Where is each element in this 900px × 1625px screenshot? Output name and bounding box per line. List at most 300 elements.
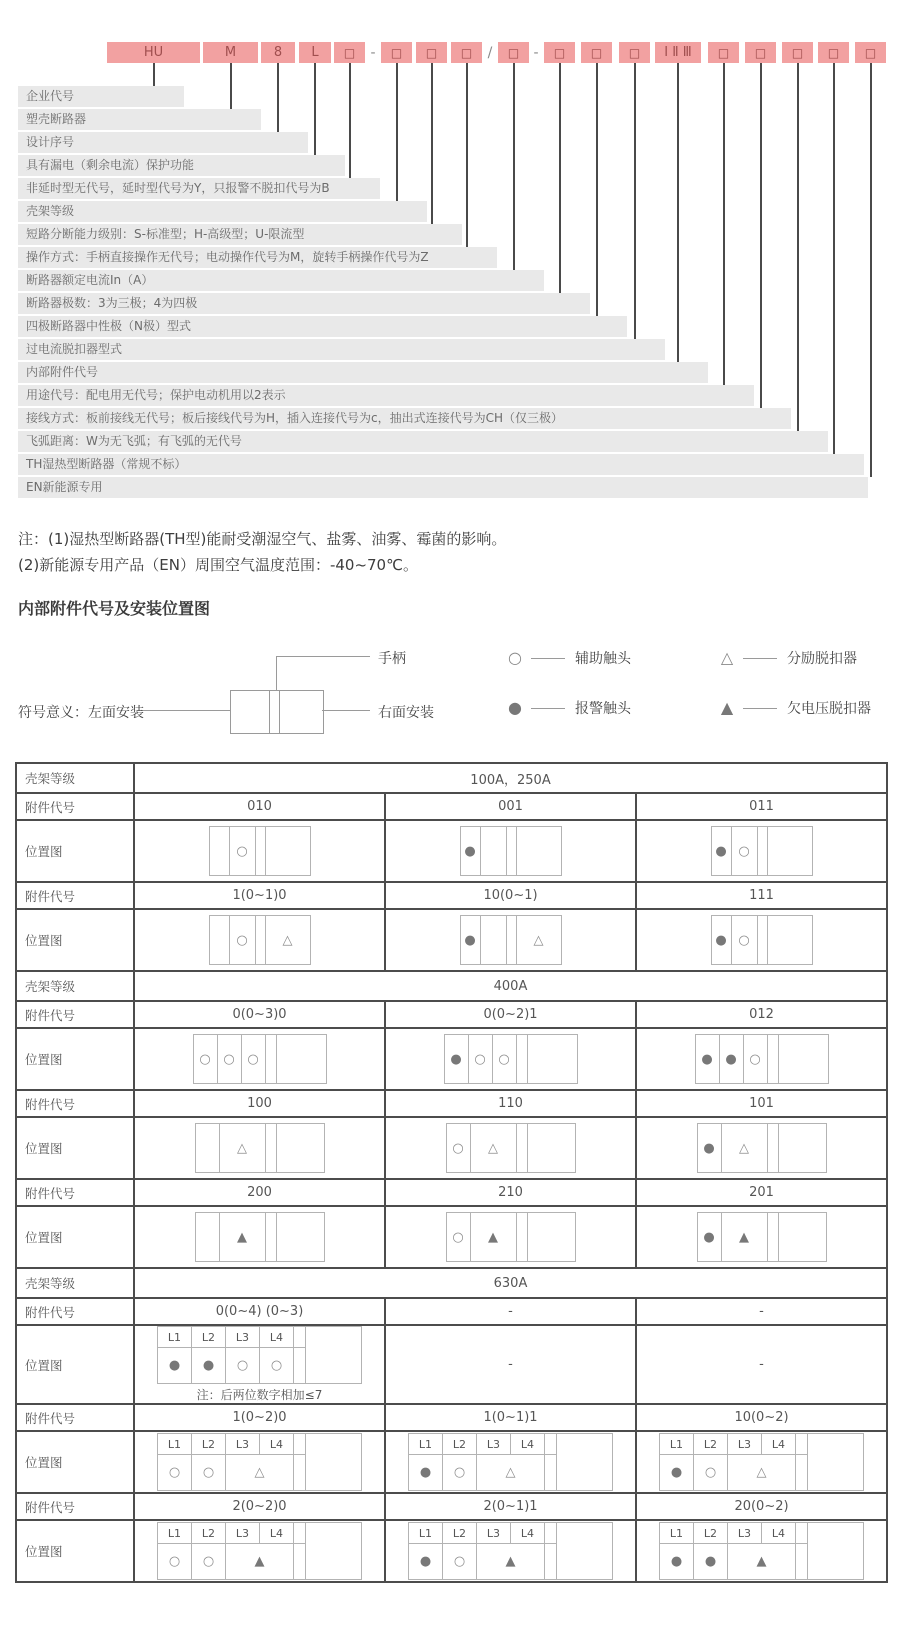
- pole-header: L3: [226, 1327, 260, 1347]
- position-diagram: [460, 826, 562, 876]
- aux-contact-icon: ○: [270, 1358, 283, 1373]
- shunt-release-icon: △: [237, 1140, 247, 1156]
- aux-contact-icon: ○: [168, 1465, 181, 1480]
- diagram-cell: [698, 1124, 722, 1172]
- pole-header: L2: [694, 1434, 728, 1454]
- diagram-cell: [507, 827, 517, 875]
- shunt-release-icon: △: [254, 1465, 265, 1480]
- legend-dash-line: [743, 708, 777, 709]
- diagram-cell: [194, 1035, 218, 1083]
- position-diagram-cell: [385, 909, 636, 971]
- empty-cell-dash: -: [759, 1357, 764, 1372]
- position-diagram-label: 位置图: [16, 1520, 134, 1582]
- table-row: [16, 971, 887, 1001]
- diagram-cell: [230, 916, 256, 964]
- diagram-cell: [260, 1348, 294, 1383]
- position-diagram: [195, 1212, 325, 1262]
- accessory-code-value: 100: [134, 1090, 385, 1117]
- accessory-code-value: -: [636, 1298, 887, 1325]
- legend-item: [717, 648, 900, 668]
- diagram-cell: [481, 916, 507, 964]
- model-code-label: 具有漏电（剩余电流）保护功能: [18, 155, 345, 176]
- breaker-sketch-divider: [269, 691, 270, 733]
- connector-line: [466, 63, 468, 247]
- model-code-label: 断路器极数：3为三极；4为四极: [18, 293, 590, 314]
- alarm-contact-icon: ●: [715, 932, 727, 948]
- table-row: [16, 1117, 887, 1179]
- diagram-cell: [758, 916, 768, 964]
- accessory-code-value: 1(0~1)0: [134, 882, 385, 909]
- diagram-cell: [461, 916, 481, 964]
- aux-contact-icon: ○: [453, 1465, 466, 1480]
- diagram-cell: [192, 1455, 226, 1490]
- position-diagram: [135, 1326, 384, 1403]
- position-diagram-cell: [134, 1206, 385, 1268]
- connector-line: [349, 63, 351, 178]
- diagram-note: 注：后两位数字相加≤7: [196, 1388, 323, 1402]
- position-diagram-label: 位置图: [16, 1117, 134, 1179]
- diagram-cell: [528, 1124, 575, 1172]
- model-code-box: □: [855, 42, 886, 63]
- diagram-cell: [768, 916, 812, 964]
- aux-contact-icon: ○: [236, 932, 248, 948]
- position-diagram-cell: [134, 1431, 385, 1493]
- connector-line: [513, 63, 515, 270]
- accessory-code-value: 0(0~2)1: [385, 1001, 636, 1028]
- connector-line: [797, 63, 799, 431]
- alarm-contact-icon: ●: [464, 843, 476, 859]
- position-diagram-cell: [636, 1431, 887, 1493]
- model-code-box: 8: [261, 42, 295, 63]
- diagram-cell: [266, 827, 310, 875]
- model-code-label: 接线方式：板前接线无代号；板后接线代号为H，插入连接代号为c，抽出式连接代号为CH（仅三极）: [18, 408, 791, 429]
- pole-header: L1: [158, 1327, 192, 1347]
- legend-dash-line: [531, 708, 565, 709]
- pole-header: L1: [409, 1523, 443, 1543]
- handle-leader-line-vertical: [276, 656, 277, 690]
- diagram-cell: [808, 1523, 863, 1579]
- alarm-contact-icon: ●: [725, 1051, 737, 1067]
- frame-grade-value: 400A: [134, 971, 887, 1001]
- diagram-cell: [447, 1124, 471, 1172]
- accessory-code-label: 附件代号: [16, 882, 134, 909]
- accessory-code-value: 101: [636, 1090, 887, 1117]
- table-row: [16, 1090, 887, 1117]
- connector-line: [760, 63, 762, 408]
- aux-contact-icon: ○: [202, 1465, 215, 1480]
- undervoltage-release-icon: ▲: [756, 1554, 767, 1569]
- aux-contact-icon: ○: [498, 1051, 510, 1067]
- diagram-cell: [409, 1544, 443, 1579]
- position-diagram: [637, 1433, 886, 1491]
- symbol-legend-zone: [0, 628, 900, 740]
- pole-header: L1: [660, 1434, 694, 1454]
- aux-contact-icon: ○: [738, 932, 750, 948]
- diagram-cell: [545, 1455, 557, 1490]
- diagram-cell: [218, 1035, 242, 1083]
- legend-label: 欠电压脱扣器: [787, 701, 871, 717]
- position-diagram: [193, 1034, 327, 1084]
- aux-contact-icon: ○: [236, 843, 248, 859]
- position-diagram-cell: [385, 1431, 636, 1493]
- position-diagram-cell: [385, 1520, 636, 1582]
- aux-contact-icon: ○: [453, 1554, 466, 1569]
- alarm-contact-icon: ●: [202, 1358, 215, 1373]
- position-diagram-label: 位置图: [16, 820, 134, 882]
- diagram-cell: [557, 1434, 612, 1490]
- note-line-2: (2)新能源专用产品（EN）周围空气温度范围：-40~70℃。: [18, 556, 418, 574]
- diagram-cell: [306, 1327, 361, 1383]
- model-code-box: M: [203, 42, 258, 63]
- position-diagram-cell: [134, 909, 385, 971]
- position-diagram-cell: [385, 1028, 636, 1090]
- accessory-code-value: 10(0~2): [636, 1404, 887, 1431]
- frame-grade-label: 壳架等级: [16, 1268, 134, 1298]
- pole-header: L4: [762, 1434, 796, 1454]
- table-row: [16, 1028, 887, 1090]
- pole-header: L4: [260, 1327, 294, 1347]
- diagram-cell: [779, 1213, 826, 1261]
- position-diagram-cell: [636, 909, 887, 971]
- accessory-code-value: 011: [636, 793, 887, 820]
- diagram-cell: [469, 1035, 493, 1083]
- connector-line: [396, 63, 398, 201]
- table-row: [16, 1325, 887, 1404]
- table-row: [16, 1493, 887, 1520]
- diagram-cell: [277, 1124, 324, 1172]
- model-code-label: TH湿热型断路器（常规不标）: [18, 454, 864, 475]
- diagram-cell: [507, 916, 517, 964]
- undervoltage-release-icon: ▲: [505, 1554, 516, 1569]
- note-line-1: 注：(1)湿热型断路器(TH型)能耐受潮湿空气、盐雾、油雾、霉菌的影响。: [18, 530, 507, 548]
- notes-block: [18, 526, 506, 578]
- model-code-box: Ⅰ Ⅱ Ⅲ: [655, 42, 701, 63]
- position-diagram-cell: [636, 820, 887, 882]
- diagram-cell: [192, 1348, 226, 1383]
- position-diagram: [446, 1212, 576, 1262]
- model-code-separator: /: [487, 44, 493, 61]
- alarm-contact-icon: ●: [168, 1358, 181, 1373]
- model-code-box: □: [544, 42, 575, 63]
- pole-header: L2: [694, 1523, 728, 1543]
- position-diagram-cell: [636, 1520, 887, 1582]
- accessory-code-value: 200: [134, 1179, 385, 1206]
- diagram-cell: [493, 1035, 517, 1083]
- table-row: [16, 1001, 887, 1028]
- diagram-cell: [294, 1348, 306, 1383]
- diagram-cell: [779, 1124, 826, 1172]
- diagram-cell: [196, 1213, 220, 1261]
- accessory-code-label: 附件代号: [16, 1090, 134, 1117]
- diagram-cell: [306, 1523, 361, 1579]
- connector-line: [634, 63, 636, 339]
- diagram-cell: [796, 1544, 808, 1579]
- model-code-diagram: [0, 0, 900, 510]
- table-row: [16, 1268, 887, 1298]
- diagram-cell: [528, 1213, 575, 1261]
- position-diagram: [637, 1522, 886, 1580]
- accessory-code-value: 2(0~2)0: [134, 1493, 385, 1520]
- position-diagram: [711, 826, 813, 876]
- pole-header: L4: [511, 1523, 545, 1543]
- model-code-separator: -: [533, 44, 539, 61]
- accessory-code-value: 001: [385, 793, 636, 820]
- model-code-label: 飞弧距离：W为无飞弧；有飞弧的无代号: [18, 431, 828, 452]
- undervoltage-release-icon: ▲: [237, 1229, 247, 1245]
- section-title: 内部附件代号及安装位置图: [18, 599, 211, 618]
- aux-contact-icon: ○: [474, 1051, 486, 1067]
- diagram-cell: [226, 1455, 294, 1490]
- table-row: [16, 909, 887, 971]
- diagram-cell: [722, 1124, 768, 1172]
- model-code-label: 塑壳断路器: [18, 109, 261, 130]
- diagram-cell: [517, 916, 561, 964]
- frame-grade-label: 壳架等级: [16, 763, 134, 793]
- diagram-cell: [266, 1213, 277, 1261]
- position-diagram-cell: [385, 1325, 636, 1404]
- accessory-code-value: 210: [385, 1179, 636, 1206]
- table-row: [16, 1298, 887, 1325]
- alarm-contact-icon: ●: [670, 1465, 683, 1480]
- pole-header: L4: [511, 1434, 545, 1454]
- accessory-code-label: 附件代号: [16, 1298, 134, 1325]
- alarm-contact-icon: ●: [703, 1140, 715, 1156]
- diagram-cell: [796, 1434, 808, 1454]
- legend-label: 分励脱扣器: [787, 651, 857, 667]
- table-row: [16, 1206, 887, 1268]
- undervoltage-release-icon: ▲: [739, 1229, 749, 1245]
- shunt-release-icon: △: [505, 1465, 516, 1480]
- aux-contact-icon: ○: [236, 1358, 249, 1373]
- diagram-cell: [517, 1124, 528, 1172]
- position-diagram: [386, 1433, 635, 1491]
- handle-label: 手柄: [378, 651, 406, 667]
- diagram-cell: [528, 1035, 577, 1083]
- shunt-release-icon: △: [756, 1465, 767, 1480]
- table-row: [16, 1179, 887, 1206]
- diagram-cell: [447, 1213, 471, 1261]
- connector-line: [596, 63, 598, 316]
- connector-line: [677, 63, 679, 362]
- diagram-cell: [158, 1348, 192, 1383]
- diagram-cell: [294, 1327, 306, 1347]
- position-diagram: [444, 1034, 578, 1084]
- aux-contact-icon: ○: [223, 1051, 235, 1067]
- position-diagram: [697, 1123, 827, 1173]
- diagram-cell: [477, 1544, 545, 1579]
- shunt-release-icon: △: [533, 932, 544, 948]
- diagram-cell: [694, 1544, 728, 1579]
- diagram-cell: [481, 827, 507, 875]
- diagram-cell: [242, 1035, 266, 1083]
- pole-header: L1: [158, 1523, 192, 1543]
- accessory-code-value: 012: [636, 1001, 887, 1028]
- diagram-cell: [266, 916, 310, 964]
- accessory-code-value: 10(0~1): [385, 882, 636, 909]
- aux-contact-icon: ○: [168, 1554, 181, 1569]
- pole-header: L3: [728, 1523, 762, 1543]
- diagram-cell: [277, 1035, 326, 1083]
- model-code-box: □: [619, 42, 650, 63]
- position-diagram-cell: [134, 820, 385, 882]
- model-code-box: □: [581, 42, 612, 63]
- position-diagram-cell: [134, 1520, 385, 1582]
- accessory-code-value: 0(0~3)0: [134, 1001, 385, 1028]
- diagram-cell: [728, 1544, 796, 1579]
- position-diagram: [446, 1123, 576, 1173]
- position-diagram: [386, 1522, 635, 1580]
- position-diagram-label: 位置图: [16, 1431, 134, 1493]
- diagram-cell: [294, 1544, 306, 1579]
- diagram-cell: [266, 1035, 277, 1083]
- diagram-cell: [226, 1544, 294, 1579]
- position-diagram: [195, 1123, 325, 1173]
- connector-line: [277, 63, 279, 132]
- diagram-cell: [266, 1124, 277, 1172]
- diagram-cell: [443, 1455, 477, 1490]
- model-code-box: □: [416, 42, 447, 63]
- diagram-cell: [545, 1544, 557, 1579]
- legend-symbol-icon: ○: [508, 648, 522, 667]
- diagram-cell: [517, 827, 561, 875]
- accessory-code-label: 附件代号: [16, 1179, 134, 1206]
- diagram-cell: [220, 1213, 266, 1261]
- diagram-cell: [720, 1035, 744, 1083]
- legend-dash-line: [531, 658, 565, 659]
- diagram-cell: [294, 1523, 306, 1543]
- legend-item: [505, 648, 717, 668]
- pole-header: L3: [226, 1523, 260, 1543]
- accessory-code-value: 010: [134, 793, 385, 820]
- pole-header: L4: [260, 1434, 294, 1454]
- model-code-label: 用途代号：配电用无代号；保护电动机用以2表示: [18, 385, 754, 406]
- model-code-label: 四极断路器中性极（N极）型式: [18, 316, 627, 337]
- diagram-cell: [226, 1348, 260, 1383]
- diagram-cell: [277, 1213, 324, 1261]
- diagram-cell: [517, 1213, 528, 1261]
- diagram-cell: [732, 827, 758, 875]
- aux-contact-icon: ○: [704, 1465, 717, 1480]
- legend-symbol-icon: △: [720, 648, 734, 667]
- accessory-code-value: 1(0~2)0: [134, 1404, 385, 1431]
- pole-header: L2: [443, 1434, 477, 1454]
- diagram-cell: [196, 1124, 220, 1172]
- breaker-sketch: [230, 690, 324, 734]
- position-diagram: [135, 1433, 384, 1491]
- alarm-contact-icon: ●: [464, 932, 476, 948]
- accessory-code-value: 111: [636, 882, 887, 909]
- model-code-label: EN新能源专用: [18, 477, 868, 498]
- position-diagram-cell: [636, 1117, 887, 1179]
- model-code-label: 过电流脱扣器型式: [18, 339, 665, 360]
- model-code-box: HU: [107, 42, 200, 63]
- model-code-label: 短路分断能力级别：S-标准型；H-高级型；U-限流型: [18, 224, 462, 245]
- connector-line: [314, 63, 316, 155]
- legend-item: [505, 698, 717, 718]
- legend-dash-line: [743, 658, 777, 659]
- table-row: [16, 1431, 887, 1493]
- model-code-label: 非延时型无代号，延时型代号为Y，只报警不脱扣代号为B: [18, 178, 380, 199]
- model-code-label: 操作方式：手柄直接操作无代号；电动操作代号为M，旋转手柄操作代号为Z: [18, 247, 497, 268]
- legend-label: 报警触头: [575, 701, 631, 717]
- connector-line: [833, 63, 835, 454]
- aux-contact-icon: ○: [738, 843, 750, 859]
- model-code-box: L: [299, 42, 331, 63]
- model-code-box: □: [451, 42, 482, 63]
- model-code-label: 企业代号: [18, 86, 184, 107]
- alarm-contact-icon: ●: [704, 1554, 717, 1569]
- empty-cell-dash: -: [508, 1357, 513, 1372]
- connector-line: [723, 63, 725, 385]
- position-diagram: [460, 915, 562, 965]
- table-row: [16, 1404, 887, 1431]
- diagram-cell: [461, 827, 481, 875]
- pole-header: L4: [762, 1523, 796, 1543]
- table-row: [16, 820, 887, 882]
- alarm-contact-icon: ●: [419, 1554, 432, 1569]
- pole-header: L3: [477, 1523, 511, 1543]
- pole-header: L4: [260, 1523, 294, 1543]
- position-diagram-cell: [134, 1325, 385, 1404]
- position-diagram-cell: [385, 1117, 636, 1179]
- table-row: [16, 1520, 887, 1582]
- accessory-code-label: 附件代号: [16, 1404, 134, 1431]
- left-mount-line: [137, 710, 230, 711]
- alarm-contact-icon: ●: [715, 843, 727, 859]
- shunt-release-icon: △: [282, 932, 293, 948]
- diagram-cell: [758, 827, 768, 875]
- model-code-box: □: [498, 42, 529, 63]
- diagram-cell: [158, 1544, 192, 1579]
- table-row: [16, 882, 887, 909]
- diagram-cell: [696, 1035, 720, 1083]
- connector-line: [431, 63, 433, 224]
- diagram-cell: [192, 1544, 226, 1579]
- diagram-cell: [768, 1213, 779, 1261]
- model-code-label: 设计序号: [18, 132, 308, 153]
- position-diagram-cell: [134, 1028, 385, 1090]
- pole-header: L1: [409, 1434, 443, 1454]
- accessory-code-label: 附件代号: [16, 1493, 134, 1520]
- diagram-cell: [517, 1035, 528, 1083]
- diagram-cell: [779, 1035, 828, 1083]
- frame-grade-label: 壳架等级: [16, 971, 134, 1001]
- diagram-cell: [210, 916, 230, 964]
- connector-line: [153, 63, 155, 86]
- pole-header: L3: [477, 1434, 511, 1454]
- model-code-separator: -: [370, 44, 376, 61]
- diagram-cell: [545, 1523, 557, 1543]
- diagram-cell: [445, 1035, 469, 1083]
- position-diagram: [135, 1522, 384, 1580]
- pole-header: L3: [728, 1434, 762, 1454]
- alarm-contact-icon: ●: [701, 1051, 713, 1067]
- pole-header: L2: [443, 1523, 477, 1543]
- model-code-box: □: [745, 42, 776, 63]
- diagram-cell: [660, 1455, 694, 1490]
- diagram-cell: [728, 1455, 796, 1490]
- pole-header: L2: [192, 1523, 226, 1543]
- diagram-cell: [256, 827, 266, 875]
- model-code-box: □: [818, 42, 849, 63]
- position-diagram-cell: [636, 1206, 887, 1268]
- model-code-box: □: [782, 42, 813, 63]
- aux-contact-icon: ○: [202, 1554, 215, 1569]
- position-diagram-label: 位置图: [16, 1028, 134, 1090]
- accessory-position-table: [15, 762, 888, 1583]
- position-diagram-label: 位置图: [16, 1206, 134, 1268]
- diagram-cell: [722, 1213, 768, 1261]
